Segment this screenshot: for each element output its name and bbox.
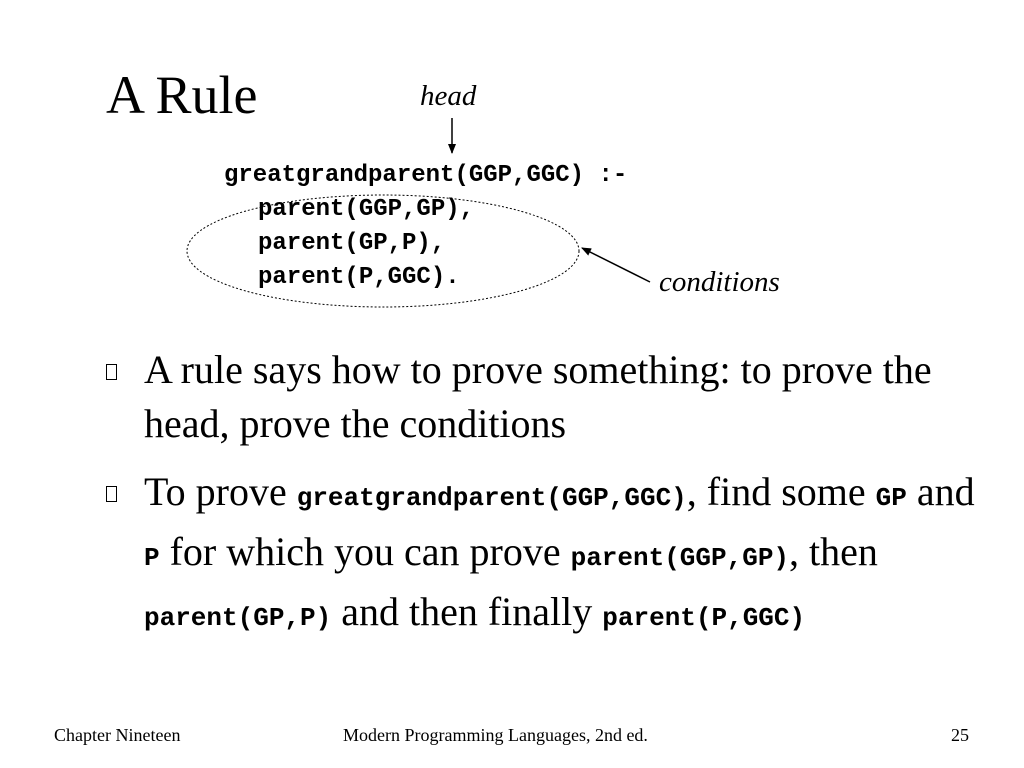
inline-code: P <box>144 543 160 573</box>
slide-title: A Rule <box>106 65 258 125</box>
bullet-text: , then <box>789 529 878 574</box>
inline-code: parent(P,GGC) <box>602 603 806 633</box>
bullet-box-icon <box>106 486 117 502</box>
footer-chapter: Chapter Nineteen <box>54 725 181 745</box>
bullet-box-icon <box>106 364 117 380</box>
bullet-text: A rule says how to prove something: to prove the head, prove the conditions <box>144 347 932 446</box>
bullet-item-2 <box>106 465 976 645</box>
footer-book-title: Modern Programming Languages, 2nd ed. <box>343 725 648 745</box>
page-number: 25 <box>951 725 969 745</box>
condition-line-2: parent(GP,P), <box>258 230 446 257</box>
inline-code: greatgrandparent(GGP,GGC) <box>296 483 687 513</box>
condition-line-1: parent(GGP,GP), <box>258 196 475 223</box>
inline-code: parent(GP,P) <box>144 603 332 633</box>
bullet-list <box>106 343 976 645</box>
head-annotation: head <box>420 80 477 112</box>
bullet-text: and <box>906 469 975 514</box>
condition-line-3: parent(P,GGC). <box>258 264 460 291</box>
rule-head-code: greatgrandparent(GGP,GGC) :- <box>224 162 628 189</box>
conditions-arrow <box>582 248 650 282</box>
bullet-text: , find some <box>686 469 876 514</box>
inline-code: GP <box>875 483 907 513</box>
inline-code: parent(GGP,GP) <box>570 543 790 573</box>
bullet-item-1 <box>106 343 976 451</box>
conditions-annotation: conditions <box>659 266 780 298</box>
bullet-text: for which you can prove <box>159 529 571 574</box>
bullet-text: and then finally <box>331 589 603 634</box>
bullet-text: To prove <box>144 469 297 514</box>
